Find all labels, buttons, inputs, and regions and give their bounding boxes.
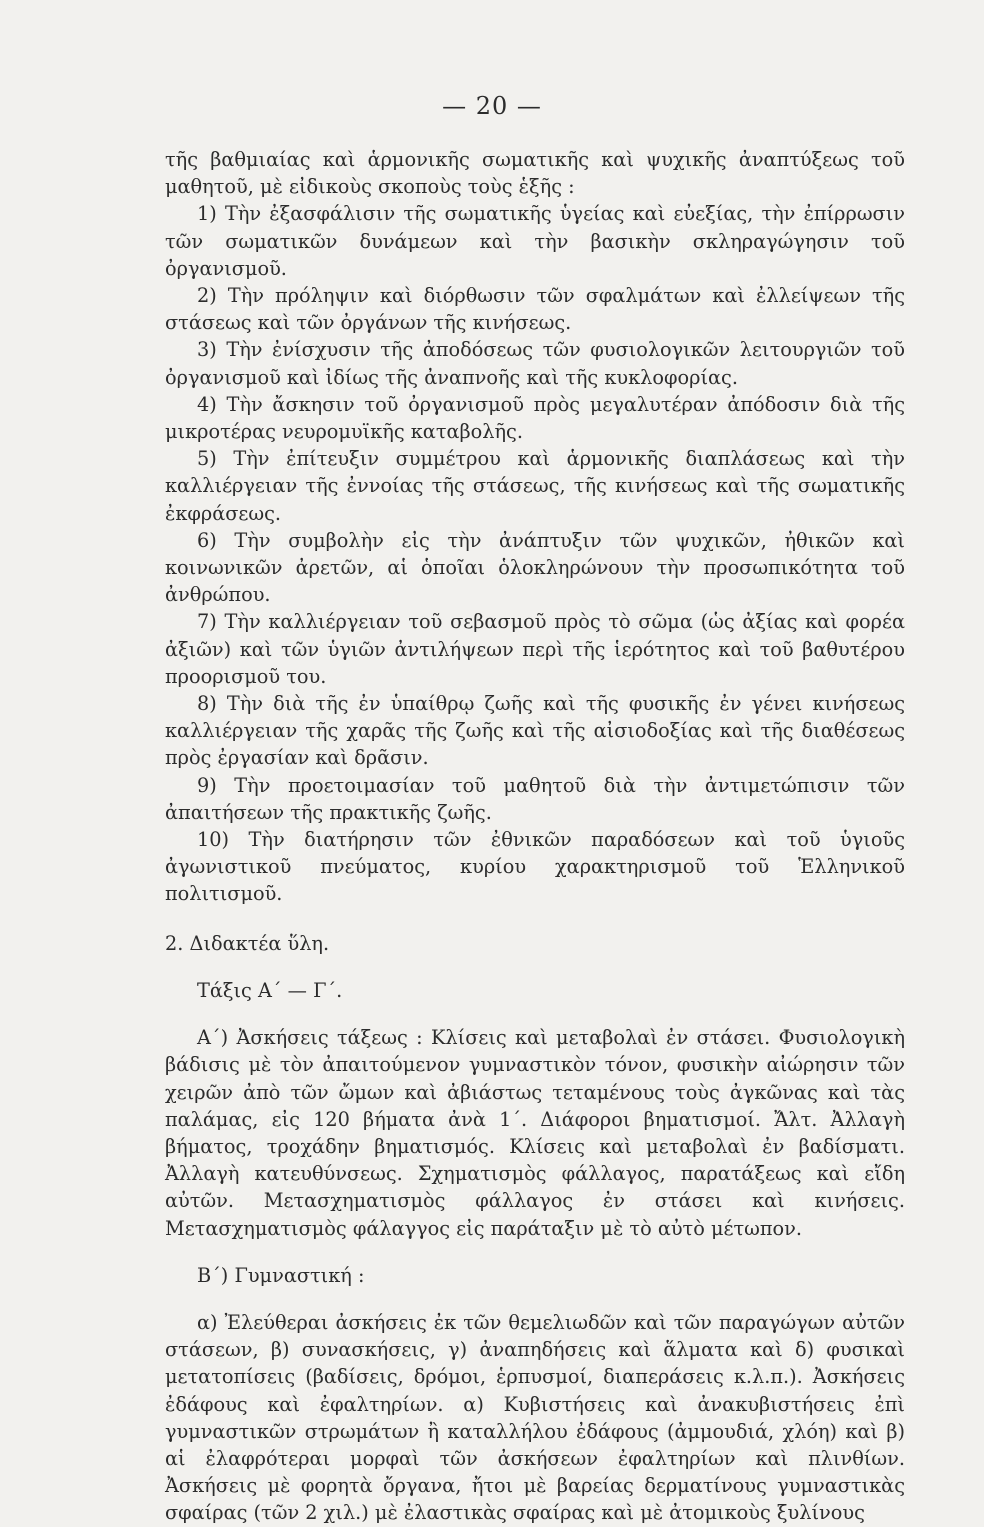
aim-item-2: 2) Τὴν πρόληψιν καὶ διόρθωσιν τῶν σφαλμάτων καὶ ἐλλείψεων τῆς στάσεως καὶ τῶν ὀργάνων τῆς κινήσεως. xyxy=(165,284,905,335)
aim-item-9: 9) Τὴν προετοιμασίαν τοῦ μαθητοῦ διὰ τὴν ἀντιμετώπισιν τῶν ἀπαιτήσεων τῆς πρακτικῆς ζωῆς. xyxy=(165,773,905,824)
aim-item-6: 6) Τὴν συμβολὴν εἰς τὴν ἀνάπτυξιν τῶν ψυχικῶν, ἠθικῶν καὶ κοινωνικῶν ἀρετῶν, αἱ ὁποῖαι ὁλοκληρώνουν τὴν προσωπικότητα τοῦ ἀνθρώπου. xyxy=(165,528,905,607)
page-number: — 20 — xyxy=(442,92,542,120)
part-b-paragraph: α) Ἐλεύθεραι ἀσκήσεις ἐκ τῶν θεμελιωδῶν καὶ τῶν παραγώγων αὐτῶν στάσεων, β) συνασκήσεις, γ) ἀναπηδήσεις καὶ ἅλματα καὶ δ) φυσικαὶ μετατοπίσεις (βαδίσεις, δρόμοι, ἑρπυσμοί, διαπεράσεις κ.λ.π.). Ἀσκήσεις ἐδάφους καὶ ἐφαλτηρίων. α) Κυβιστήσεις καὶ ἀνακυβιστήσεις ἐπὶ γυμναστικῶν στρωμάτων ἢ καταλλήλου ἐδάφους (ἀμμουδιά, χλόη) καὶ β) αἱ ἐλαφρότεραι μορφαὶ τῶν ἀσκήσεων ἐφαλτηρίων καὶ πλινθίων. Ἀσκήσεις μὲ φορητὰ ὄργανα, ἤτοι μὲ βαρείας δερματίνους γυμναστικὰς σφαίρας (τῶν 2 χιλ.) μὲ ἐλαστικὰς σφαίρας καὶ μὲ ἀτομικοὺς ξυλίνους xyxy=(165,1310,905,1525)
aim-item-5: 5) Τὴν ἐπίτευξιν συμμέτρου καὶ ἁρμονικῆς διαπλάσεως καὶ τὴν καλλιέργειαν τῆς ἐννοίας τῆς στάσεως, τῆς κινήσεως καὶ τῆς σωματικῆς ἐκφράσεως. xyxy=(165,447,905,525)
part-b-heading: Β΄) Γυμναστική : xyxy=(197,1263,365,1287)
aim-item-4: 4) Τὴν ἄσκησιν τοῦ ὀργανισμοῦ πρὸς μεγαλυτέραν ἀπόδοσιν διὰ τῆς μικροτέρας νευρομυϊκῆς καταβολῆς. xyxy=(165,392,905,444)
part-a-paragraph: Α΄) Ἀσκήσεις τάξεως : Κλίσεις καὶ μεταβολαὶ ἐν στάσει. Φυσιολογικὴ βάδισις μὲ τὸν ἀπαιτούμενον γυμναστικὸν τόνον, φυσικὴν αἰώρησιν τῶν χειρῶν ἀπὸ τῶν ὤμων καὶ ἀβιάστως τεταμένους τοὺς ἀγκῶνας καὶ τὰς παλάμας, εἰς 120 βήματα ἀνὰ 1΄. Διάφοροι βηματισμοί. Ἄλτ. Ἀλλαγὴ βήματος, τροχάδην βηματισμός. Κλίσεις καὶ μεταβολαὶ ἐν βαδίσματι. Ἀλλαγὴ κατευθύνσεως. Σχηματισμὸς φάλλαγος, παρατάξεως καὶ εἴδη αὐτῶν. Μετασχηματισμὸς φάλλαγος ἐν στάσει καὶ κινήσεις. Μετασχηματισμὸς φάλαγγος εἰς παράταξιν μὲ τὸ αὐτὸ μέτωπον. xyxy=(165,1026,905,1240)
aim-item-10: 10) Τὴν διατήρησιν τῶν ἐθνικῶν παραδόσεων καὶ τοῦ ὑγιοῦς ἀγωνιστικοῦ πνεύματος, κυρίου χαρακτηρισμοῦ τοῦ Ἑλληνικοῦ πολιτισμοῦ. xyxy=(165,828,905,906)
page-body xyxy=(165,146,905,1527)
class-heading: Τάξις Α΄ — Γ΄. xyxy=(197,978,343,1002)
aim-item-1: 1) Τὴν ἐξασφάλισιν τῆς σωματικῆς ὑγείας καὶ εὐεξίας, τὴν ἐπίρρωσιν τῶν σωματικῶν δυνάμεων καὶ τὴν βασικὴν σκληραγώγησιν τοῦ ὀργανισμοῦ. xyxy=(165,202,905,280)
aim-item-3: 3) Τὴν ἐνίσχυσιν τῆς ἀποδόσεως τῶν φυσιολογικῶν λειτουργιῶν τοῦ ὀργανισμοῦ καὶ ἰδίως τῆς ἀναπνοῆς καὶ τῆς κυκλοφορίας. xyxy=(165,338,905,389)
aim-item-8: 8) Τὴν διὰ τῆς ἐν ὑπαίθρῳ ζωῆς καὶ τῆς φυσικῆς ἐν γένει κινήσεως καλλιέργειαν τῆς χαρᾶς τῆς ζωῆς καὶ τῆς αἰσιοδοξίας καὶ τῆς διαθέσεως πρὸς ἐργασίαν καὶ δρᾶσιν. xyxy=(165,692,905,770)
aim-item-7: 7) Τὴν καλλιέργειαν τοῦ σεβασμοῦ πρὸς τὸ σῶμα (ὡς ἀξίας καὶ φορέα ἀξιῶν) καὶ τῶν ὑγιῶν ἀντιλήψεων περὶ τῆς ἱερότητος καὶ τοῦ βαθυτέρου προορισμοῦ του. xyxy=(165,610,905,688)
section-heading: 2. Διδακτέα ὕλη. xyxy=(165,931,330,955)
intro-paragraph: τῆς βαθμιαίας καὶ ἁρμονικῆς σωματικῆς καὶ ψυχικῆς ἀναπτύξεως τοῦ μαθητοῦ, μὲ εἰδικοὺς σκοποὺς τοὺς ἑξῆς : xyxy=(165,148,905,199)
